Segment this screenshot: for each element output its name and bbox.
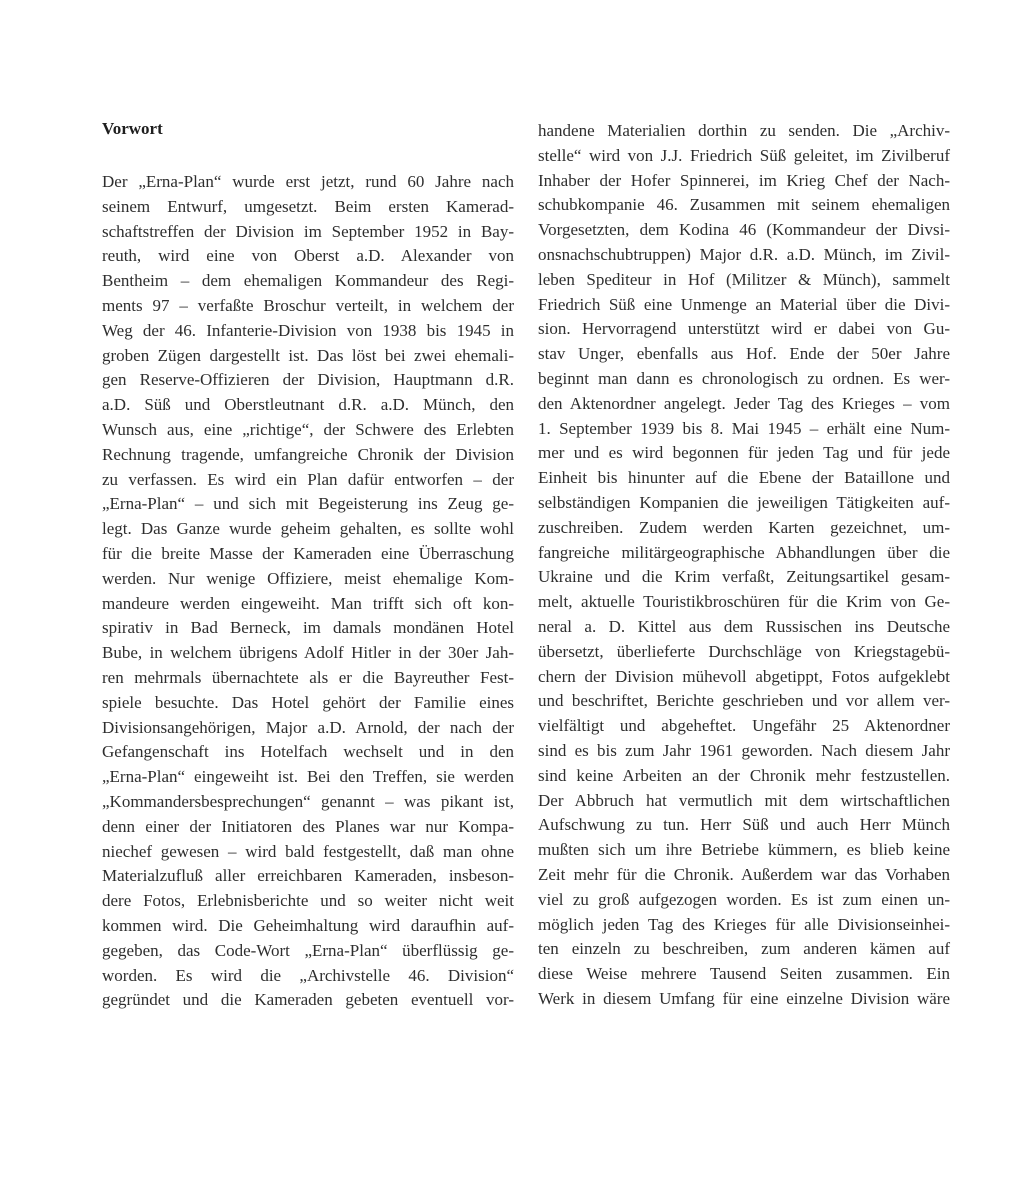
- text-line: reuth, wird eine von Oberst a.D. Alexander von: [102, 246, 514, 266]
- section-heading: Vorwort: [102, 119, 163, 138]
- text-line: leben Spediteur in Hof (Militzer & Münch), sammelt: [538, 269, 950, 289]
- text-line: mer und es wird begonnen für jeden Tag und für jede: [538, 443, 950, 463]
- text-line: vielfältigt und abgeheftet. Ungefähr 25 Aktenordner: [538, 716, 950, 736]
- text-line: stav Unger, ebenfalls aus Hof. Ende der 50er Jahre: [538, 344, 950, 364]
- text-line: ten einzeln zu beschreiben, zum anderen kämen auf: [538, 939, 950, 959]
- text-line: Zeit mehr für die Chronik. Außerdem war das Vorhaben: [538, 864, 950, 884]
- text-line: und beschriftet, Berichte geschrieben und vor allem ver-: [538, 691, 950, 711]
- text-line: stelle“ wird von J.J. Friedrich Süß geleitet, im Zivilberuf: [538, 145, 950, 165]
- text-line: worden. Es wird die „Archivstelle 46. Division“: [102, 965, 514, 985]
- text-line: zu verfassen. Es wird ein Plan dafür entworfen – der: [102, 469, 514, 489]
- text-line: beginnt man dann es chronologisch zu ordnen. Es wer-: [538, 368, 950, 388]
- text-line: spirativ in Bad Berneck, im damals mondänen Hotel: [102, 618, 514, 638]
- text-line: chern der Division mühevoll abgetippt, Fotos aufgeklebt: [538, 666, 950, 686]
- text-line: Weg der 46. Infanterie-Division von 1938 bis 1945 in: [102, 320, 514, 340]
- text-line: zuschreiben. Zudem werden Karten gezeichnet, um-: [538, 517, 950, 537]
- text-line: Bube, in welchem übrigens Adolf Hitler in der 30er Jah-: [102, 643, 514, 663]
- text-line: werden. Nur wenige Offiziere, meist ehemalige Kom-: [102, 568, 514, 588]
- text-line: Vorgesetzten, dem Kodina 46 (Kommandeur der Divsi-: [538, 220, 950, 240]
- text-line: sion. Hervorragend unterstützt wird er dabei von Gu-: [538, 319, 950, 339]
- text-line: dere Fotos, Erlebnisberichte und so weiter nicht weit: [102, 891, 514, 911]
- text-line: Bentheim – dem ehemaligen Kommandeur des Regi-: [102, 271, 514, 291]
- text-line: übersetzt, überlieferte Durchschläge von Kriegstagebü-: [538, 641, 950, 661]
- text-line: Der „Erna-Plan“ wurde erst jetzt, rund 60 Jahre nach: [102, 172, 514, 191]
- text-line: „Kommandersbesprechungen“ genannt – was pikant ist,: [102, 791, 514, 811]
- text-line: melt, aktuelle Touristikbroschüren für die Krim von Ge-: [538, 592, 950, 612]
- text-line: Ukraine und die Krim verfaßt, Zeitungsartikel gesam-: [538, 567, 950, 587]
- text-line: legt. Das Ganze wurde geheim gehalten, es sollte wohl: [102, 519, 514, 539]
- text-line: spiele besuchte. Das Hotel gehört der Familie eines: [102, 692, 514, 712]
- text-line: ren mehrmals übernachtete als er die Bayreuther Fest-: [102, 667, 514, 687]
- text-line: fangreiche militärgeographische Abhandlungen über die: [538, 542, 950, 562]
- text-line: handene Materialien dorthin zu senden. Die „Archiv-: [538, 121, 950, 140]
- text-line: gegeben, das Code-Wort „Erna-Plan“ überflüssig ge-: [102, 940, 514, 960]
- text-line: groben Zügen dargestellt ist. Das löst bei zwei ehemali-: [102, 345, 514, 365]
- text-line: kommen wird. Die Geheimhaltung wird daraufhin auf-: [102, 915, 514, 935]
- text-line: diese Weise mehrere Tausend Seiten zusammen. Ein: [538, 964, 950, 984]
- text-line: Einheit bis hinunter auf die Ebene der Bataillone und: [538, 468, 950, 488]
- text-line: schaftstreffen der Division im September 1952 in Bay-: [102, 221, 514, 241]
- text-line: sind keine Arbeiten an der Chronik mehr festzustellen.: [538, 765, 950, 785]
- text-line: Materialzufluß aller erreichbaren Kameraden, insbeson-: [102, 866, 514, 886]
- text-line: Rechnung tragende, umfangreiche Chronik der Division: [102, 444, 514, 464]
- text-line: Friedrich Süß eine Unmenge an Material über die Divi-: [538, 294, 950, 314]
- text-line: den Aktenordner angelegt. Jeder Tag des Krieges – vom: [538, 393, 950, 413]
- text-line: mandeure werden eingeweiht. Man trifft sich oft kon-: [102, 593, 514, 613]
- text-line: mußten sich um ihre Betriebe kümmern, es blieb keine: [538, 840, 950, 860]
- text-line: „Erna-Plan“ eingeweiht ist. Bei den Treffen, sie werden: [102, 767, 514, 787]
- text-line: schubkompanie 46. Zusammen mit seinem ehemaligen: [538, 195, 950, 215]
- text-line: seinem Entwurf, umgesetzt. Beim ersten Kamerad-: [102, 196, 514, 216]
- text-line: Wunsch aus, eine „richtige“, der Schwere des Erlebten: [102, 419, 514, 439]
- right-text-column: [538, 119, 950, 1012]
- text-line: onsnachschubtruppen) Major d.R. a.D. Münch, im Zivil-: [538, 244, 950, 264]
- text-line: niechef gewesen – wird bald festgestellt, daß man ohne: [102, 841, 514, 861]
- text-line: Werk in diesem Umfang für eine einzelne Division wäre: [538, 988, 950, 1008]
- text-line: viel zu groß aufgezogen worden. Es ist zum einen un-: [538, 889, 950, 909]
- text-line: sind es bis zum Jahr 1961 geworden. Nach diesem Jahr: [538, 740, 950, 760]
- text-line: Aufschwung zu tun. Herr Süß und auch Herr Münch: [538, 815, 950, 835]
- text-line: Gefangenschaft ins Hotelfach wechselt und in den: [102, 742, 514, 762]
- text-line: „Erna-Plan“ – und sich mit Begeisterung ins Zeug ge-: [102, 494, 514, 514]
- text-line: 1. September 1939 bis 8. Mai 1945 – erhält eine Num-: [538, 418, 950, 438]
- text-line: a.D. Süß und Oberstleutnant d.R. a.D. Münch, den: [102, 395, 514, 415]
- text-line: denn einer der Initiatoren des Planes war nur Kompa-: [102, 816, 514, 836]
- text-line: neral a. D. Kittel aus dem Russischen ins Deutsche: [538, 616, 950, 636]
- text-line: selbständigen Kompanien die jeweiligen Tätigkeiten auf-: [538, 492, 950, 512]
- text-line: ments 97 – verfaßte Broschur verteilt, in welchem der: [102, 295, 514, 315]
- text-line: für die breite Masse der Kameraden eine Überraschung: [102, 543, 514, 563]
- text-line: Inhaber der Hofer Spinnerei, im Krieg Chef der Nach-: [538, 170, 950, 190]
- left-text-column: [102, 170, 514, 1013]
- text-line: möglich jeden Tag des Krieges für alle Divisionseinhei-: [538, 914, 950, 934]
- text-line: gegründet und die Kameraden gebeten eventuell vor-: [102, 990, 514, 1010]
- text-line: Der Abbruch hat vermutlich mit dem wirtschaftlichen: [538, 790, 950, 810]
- text-line: Divisionsangehörigen, Major a.D. Arnold, der nach der: [102, 717, 514, 737]
- text-line: gen Reserve-Offizieren der Division, Hauptmann d.R.: [102, 370, 514, 390]
